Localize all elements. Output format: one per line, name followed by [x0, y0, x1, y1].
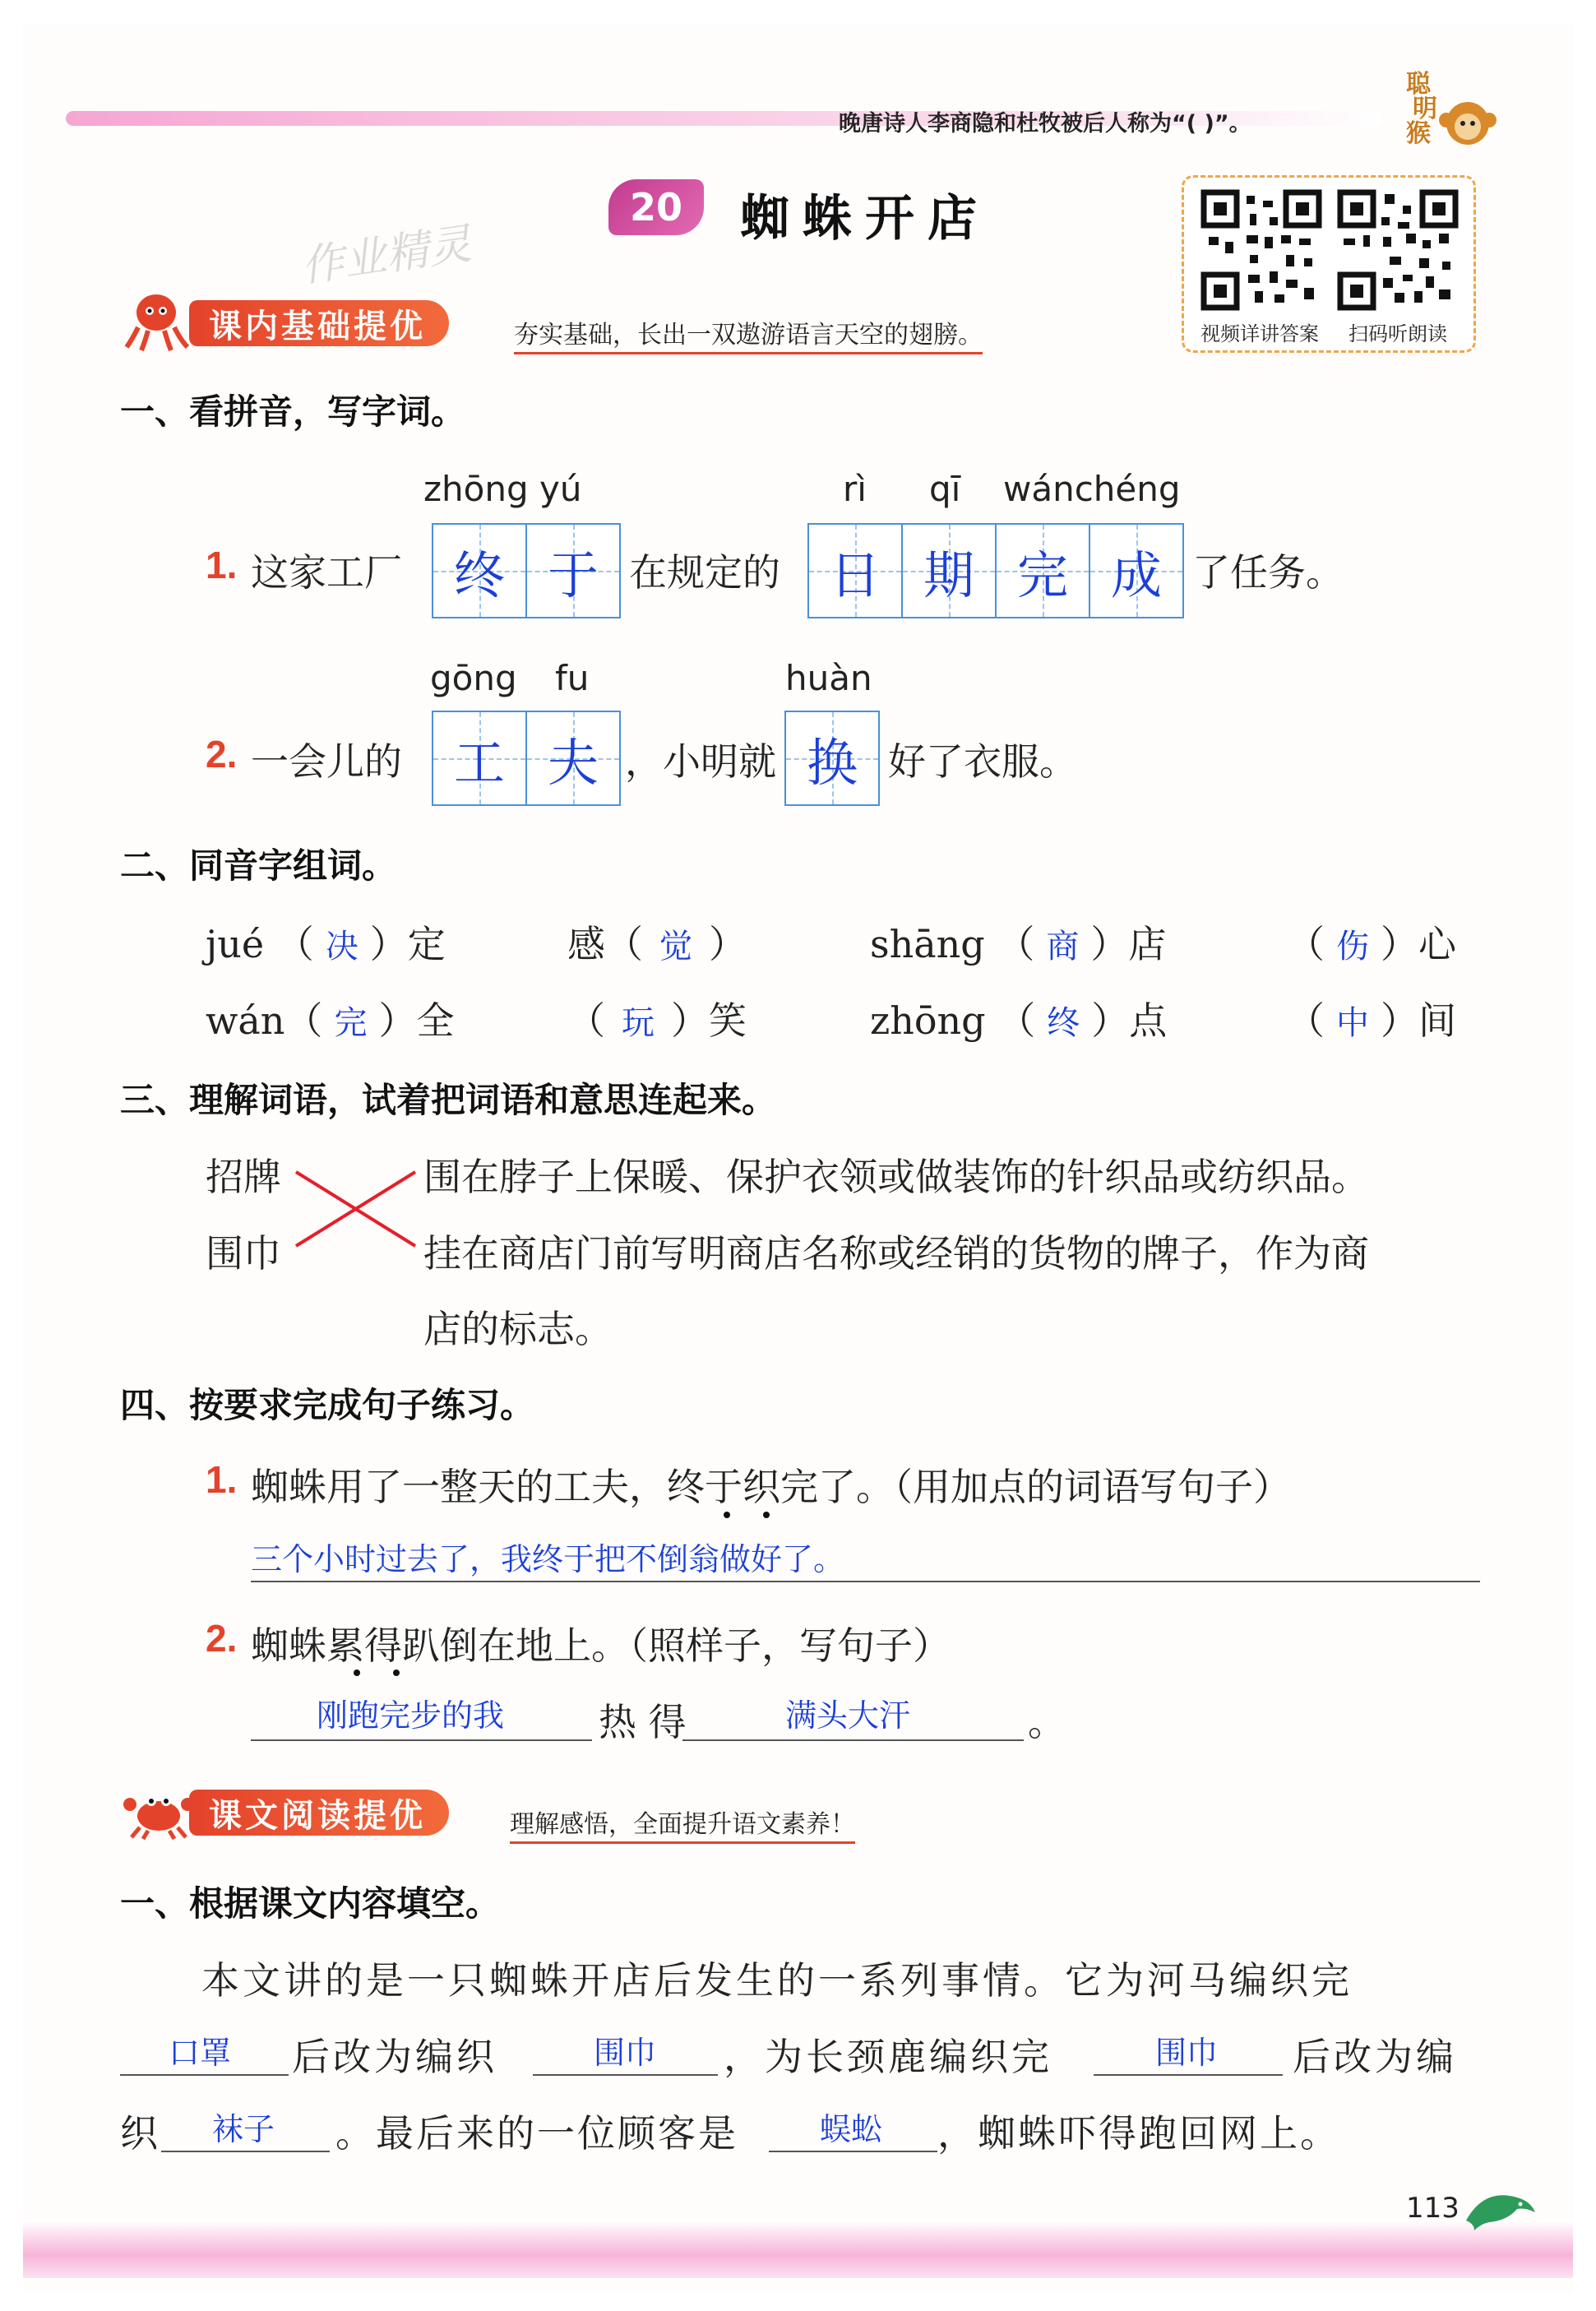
match-meaning-2: 挂在商店门前写明商店名称或经销的货物的牌子，作为商 — [423, 1231, 1369, 1276]
homophone-item: shāng （ 商 ）店 — [870, 922, 1167, 966]
answer-line — [251, 1581, 1480, 1582]
match-lines — [292, 1156, 423, 1254]
homophone-item: （ 中 ）间 — [1287, 998, 1456, 1043]
reading-text-6: 。最后来的一位顾客是 — [335, 2111, 738, 2156]
homophone-item: （ 玩 ）笑 — [567, 998, 747, 1043]
qr-caption-answers: 视频详讲答案 — [1200, 322, 1319, 345]
blank-scarf-1[interactable]: 围巾 — [594, 2035, 657, 2071]
q2-grid-b — [784, 711, 880, 806]
fill-blank — [120, 2074, 289, 2076]
fill-blank — [533, 2074, 718, 2076]
char-cell[interactable]: 完 — [997, 525, 1090, 617]
emphasis-dot — [763, 1512, 770, 1518]
char-cell[interactable]: 换 — [786, 712, 878, 804]
char-cell[interactable]: 于 — [527, 525, 619, 617]
blank-socks[interactable]: 袜子 — [212, 2111, 275, 2147]
reading-text-5: 织 — [120, 2111, 158, 2156]
match-meaning-1: 围在脖子上保暖、保护衣领或做装饰的针织品或纺织品。 — [423, 1155, 1369, 1199]
q1-number: 1. — [206, 544, 238, 586]
blank-scarf-2[interactable]: 围巾 — [1155, 2035, 1219, 2071]
fill-blank — [1094, 2074, 1283, 2076]
char-cell[interactable]: 工 — [433, 712, 527, 804]
p4-q2-number: 2. — [206, 1617, 238, 1660]
lesson-number: 20 — [608, 179, 704, 235]
part4-heading: 四、按要求完成句子练习。 — [120, 1385, 535, 1425]
answer-line — [682, 1739, 1024, 1741]
homophone-item: 感（ 觉 ） — [567, 922, 747, 966]
qr-code-answers[interactable] — [1200, 189, 1322, 311]
q1-text-1: 这家工厂 — [251, 550, 402, 595]
page-number: 113 — [1406, 2192, 1460, 2225]
lesson-title: 蜘蛛开店 — [740, 190, 990, 248]
reading-line-1: 本文讲的是一只蜘蛛开店后发生的一系列事情。它为河马编织完 — [201, 1958, 1353, 2003]
p4-q2-end: 。 — [1028, 1700, 1066, 1744]
monkey-icon — [1435, 90, 1501, 156]
qr-code-reading[interactable] — [1337, 189, 1459, 311]
reading-text-2: 后改为编织 — [292, 2035, 497, 2079]
crab-icon — [123, 1783, 194, 1841]
q1-text-2: 在规定的 — [629, 550, 780, 595]
homophone-item: （ 伤 ）心 — [1287, 922, 1456, 966]
q1-pinyin-b3: wánchéng — [1003, 469, 1181, 509]
q1-pinyin-a: zhōng yú — [423, 469, 582, 509]
p4-q1-answer[interactable]: 三个小时过去了，我终于把不倒翁做好了。 — [251, 1541, 845, 1577]
p4-q2-answer-b[interactable]: 满头大汗 — [785, 1697, 911, 1734]
blank-centipede[interactable]: 蜈蚣 — [820, 2111, 883, 2147]
part3-heading: 三、理解词语，试着把词语和意思连起来。 — [120, 1080, 777, 1120]
q2-text-1: 一会儿的 — [251, 739, 402, 784]
q2-grid-a — [432, 711, 621, 806]
watermark: 作业精灵 — [298, 219, 474, 293]
p4-q2-mid: 热 得 — [599, 1700, 687, 1744]
part2-heading: 二、同音字组词。 — [120, 845, 397, 886]
squid-icon — [123, 288, 194, 354]
section-note-reading: 理解感悟，全面提升语文素养！ — [510, 1804, 855, 1844]
dolphin-icon — [1460, 2179, 1542, 2237]
homophone-item: zhōng （ 终 ）点 — [870, 998, 1168, 1043]
q2-number: 2. — [206, 733, 238, 776]
qr-caption-reading: 扫码听朗读 — [1349, 322, 1447, 345]
homophone-item: wán（ 完 ）全 — [206, 998, 455, 1043]
section-note-basics: 夯实基础，长出一双遨游语言天空的翅膀。 — [514, 314, 983, 354]
blank-mask[interactable]: 口罩 — [169, 2035, 232, 2071]
char-cell[interactable]: 夫 — [527, 712, 619, 804]
emphasis-dot — [393, 1670, 400, 1676]
q1-grid-b — [807, 523, 1184, 618]
answer-line — [251, 1739, 592, 1741]
header-riddle: 晚唐诗人李商隐和杜牧被后人称为“( )”。 — [839, 111, 1251, 137]
part1-heading: 一、看拼音，写字词。 — [120, 391, 466, 432]
reading-text-7: ，蜘蛛吓得跑回网上。 — [937, 2111, 1340, 2156]
p4-q2-text: 蜘蛛累得趴倒在地上。（照样子，写句子） — [251, 1623, 951, 1668]
p4-q2-answer-a[interactable]: 刚跑完步的我 — [317, 1697, 505, 1734]
q2-text-3: 好了衣服。 — [888, 739, 1077, 784]
q2-text-2: ，小明就 — [625, 739, 776, 784]
q2-pinyin-a1: gōng — [430, 658, 517, 698]
match-word-2: 围巾 — [206, 1231, 281, 1276]
char-cell[interactable]: 成 — [1090, 525, 1182, 617]
fill-blank — [161, 2151, 330, 2152]
char-cell[interactable]: 期 — [903, 525, 997, 617]
monkey-logo: 聪 明 猴 — [1406, 70, 1437, 148]
q2-pinyin-a2: fu — [555, 658, 590, 698]
match-word-1: 招牌 — [206, 1155, 281, 1199]
section-banner-basics: 课内基础提优 — [189, 300, 449, 346]
part5-heading: 一、根据课文内容填空。 — [120, 1883, 501, 1924]
reading-text-4: 后改为编 — [1293, 2035, 1457, 2079]
homophone-item: jué （ 决 ）定 — [206, 922, 446, 966]
char-cell[interactable]: 日 — [809, 525, 903, 617]
char-cell[interactable]: 终 — [433, 525, 527, 617]
emphasis-dot — [724, 1512, 730, 1518]
q1-grid-a — [432, 523, 621, 618]
match-meaning-2-cont: 店的标志。 — [423, 1307, 613, 1351]
q2-pinyin-b: huàn — [785, 658, 872, 698]
q1-pinyin-b2: qī — [929, 469, 961, 509]
emphasis-dot — [354, 1670, 360, 1676]
reading-text-3: ，为长颈鹿编织完 — [724, 2035, 1052, 2079]
qr-panel — [1182, 175, 1476, 353]
section-banner-reading: 课文阅读提优 — [189, 1790, 449, 1836]
p4-q1-number: 1. — [206, 1458, 238, 1501]
q1-pinyin-b1: rì — [843, 469, 867, 509]
footer-stripe — [23, 2221, 1573, 2278]
q1-text-3: 了任务。 — [1192, 550, 1344, 595]
fill-blank — [769, 2151, 937, 2152]
p4-q1-text: 蜘蛛用了一整天的工夫，终于织完了。（用加点的词语写句子） — [251, 1465, 1291, 1509]
